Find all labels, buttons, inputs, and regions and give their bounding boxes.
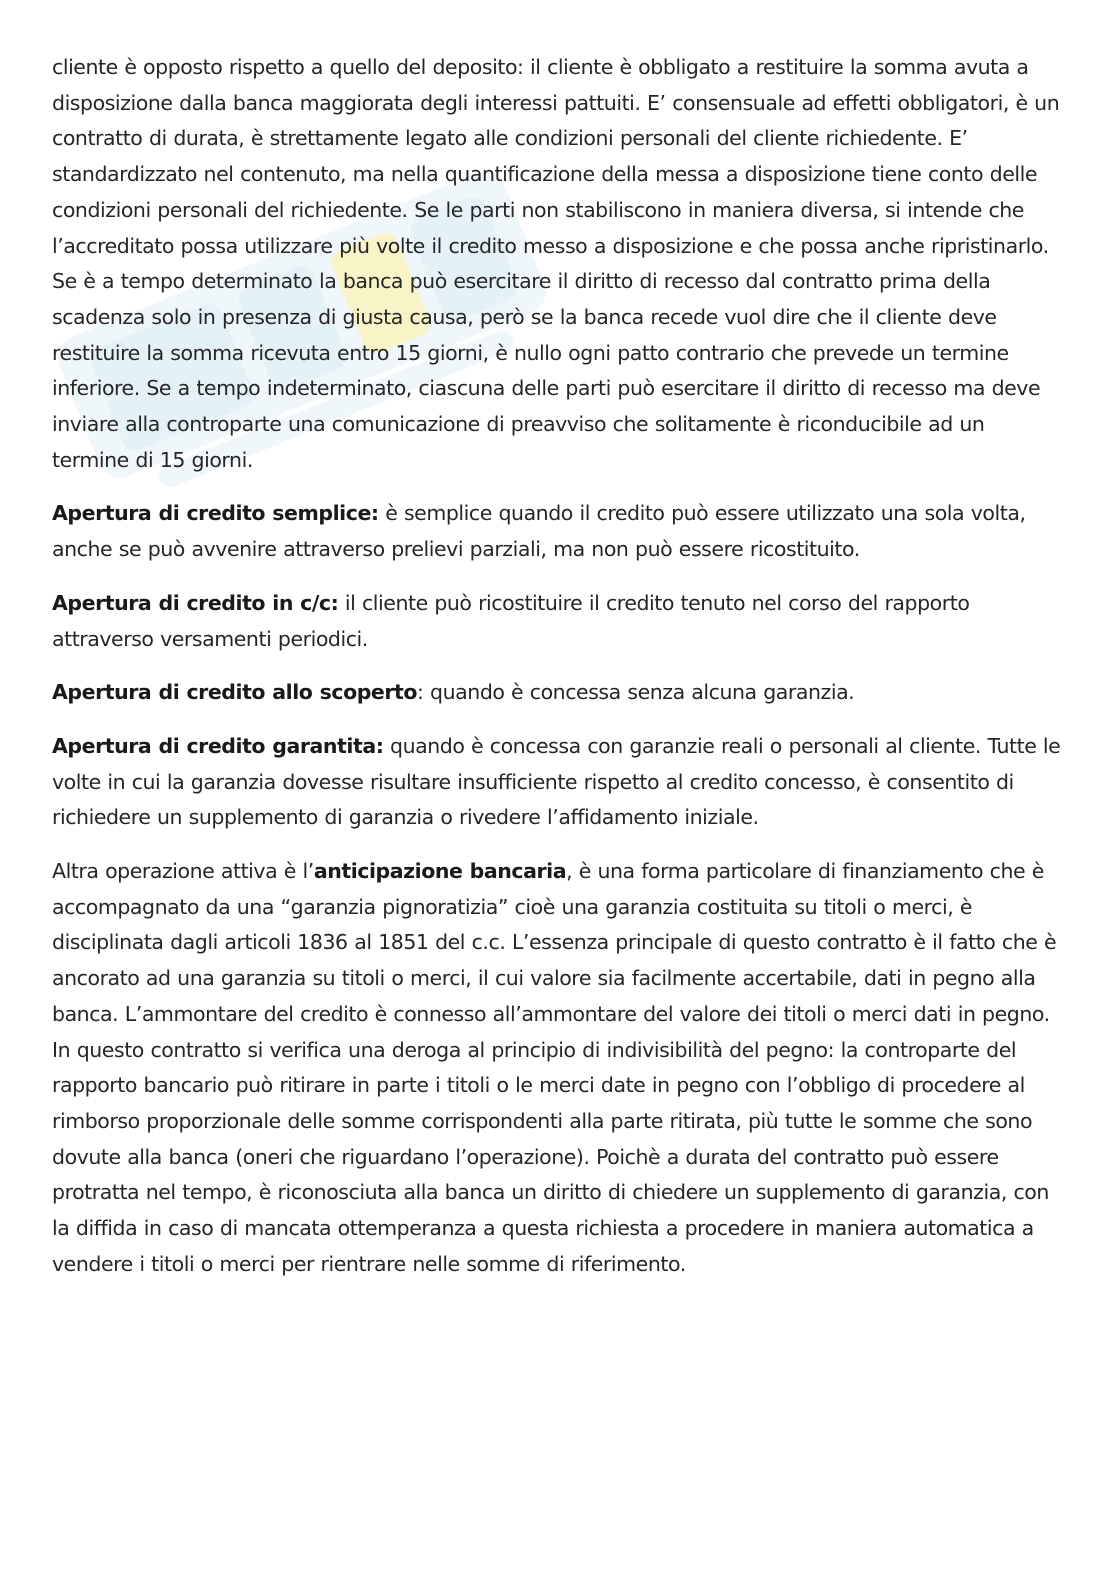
paragraph-text: il cliente può ricostituire il credito tenuto nel corso del rapporto attraverso versamenti periodici. [52, 590, 970, 651]
paragraph-label: Apertura di credito in c/c: [52, 590, 339, 615]
paragraph-text-after: , è una forma particolare di finanziamento che è accompagnato da una “garanzia pignoratizia” cioè una garanzia costituita su titoli o merci, è disciplinata dagli articoli 1836 al 1851 del c.c. L’essenza principale di questo contratto è il fatto che è ancorato ad una garanzia su titoli o merci, il cui valore sia facilmente accertabile, dati in pegno alla banca. L’ammontare del credito è connesso all’ammontare del valore dei titoli o merci dati in pegno. In questo contratto si verifica una deroga al principio di indivisibilità del pegno: la controparte del rapporto bancario può ritirare in parte i titoli o le merci date in pegno con l’obbligo di procedere al rimborso proporzionale delle somme corrispondenti alla parte ritirata, più tutte le somme che sono dovute alla banca (oneri che riguardano l’operazione). Poichè a durata del contratto può essere protratta nel tempo, è riconosciuta alla banca un diritto di chiedere un supplemento di garanzia, con la diffida in caso di mancata ottemperanza a questa richiesta a procedere in maniera automatica a vendere i titoli o merci per rientrare nelle somme di riferimento. [52, 859, 1057, 1276]
paragraph-bold-term: anticipazione bancaria [313, 859, 567, 884]
paragraph-label: Apertura di credito allo scoperto [52, 680, 418, 705]
document-page [52, 50, 1064, 1283]
paragraph-credito-cc [52, 586, 1064, 657]
paragraph-credito-scoperto [52, 675, 1064, 711]
paragraph-anticipazione-bancaria [52, 854, 1064, 1282]
paragraph-text: cliente è opposto rispetto a quello del deposito: il cliente è obbligato a restituire la somma avuta a disposizione dalla banca maggiorata degli interessi pattuiti. E’ consensuale ad effetti obbligatori, è un contratto di durata, è strettamente legato alle condizioni personali del cliente richiedente. E’ standardizzato nel contenuto, ma nella quantificazione della messa a disposizione tiene conto delle condizioni personali del richiedente. Se le parti non stabiliscono in maniera diversa, si intende che l’accreditato possa utilizzare più volte il credito messo a disposizione e che possa anche ripristinarlo. Se è a tempo determinato la banca può esercitare il diritto di recesso dal contratto prima della scadenza solo in presenza di giusta causa, però se la banca recede vuol dire che il cliente deve restituire la somma ricevuta entro 15 giorni, è nullo ogni patto contrario che prevede un termine inferiore. Se a tempo indeterminato, ciascuna delle parti può esercitare il diritto di recesso ma deve inviare alla controparte una comunicazione di preavviso che solitamente è riconducibile ad un termine di 15 giorni. [52, 55, 1060, 472]
paragraph-credito-garantita [52, 729, 1064, 836]
paragraph-text: è semplice quando il credito può essere utilizzato una sola volta, anche se può avvenire attraverso prelievi parziali, ma non può essere ricostituito. [52, 501, 1026, 562]
paragraph-text: quando è concessa con garanzie reali o personali al cliente. Tutte le volte in cui la garanzia dovesse risultare insufficiente rispetto al credito concesso, è consentito di richiedere un supplemento di garanzia o rivedere l’affidamento iniziale. [52, 733, 1061, 830]
paragraph-text-before: Altra operazione attiva è l’ [52, 859, 314, 884]
paragraph-label: Apertura di credito garantita: [52, 733, 384, 758]
paragraph-label: Apertura di credito semplice: [52, 501, 379, 526]
paragraph-credito-semplice [52, 496, 1064, 567]
paragraph-credit-opening-intro [52, 50, 1064, 478]
paragraph-text: : quando è concessa senza alcuna garanzia. [417, 680, 855, 705]
